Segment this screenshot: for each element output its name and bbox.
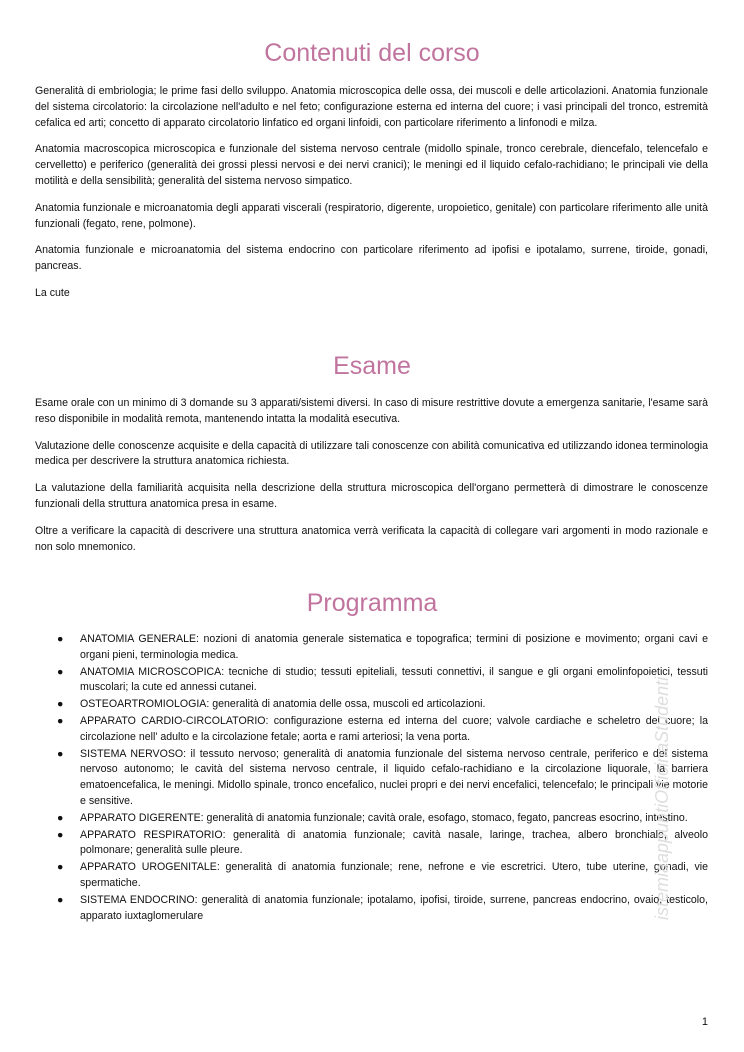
programma-item-text: APPARATO UROGENITALE: generalità di anatomia funzionale; rene, nefrone e vie escretrici. Utero, tube uterine, gonadi, vie spermatiche. (80, 861, 708, 889)
programma-body (35, 632, 708, 925)
programma-item-text: SISTEMA ENDOCRINO: generalità di anatomia funzionale; ipotalamo, ipofisi, tiroide, surrene, pancreas endocrino, ovaio, testicolo, apparato iuxtaglomerulare (80, 893, 708, 922)
programma-item-text: APPARATO RESPIRATORIO: generalità di anatomia funzionale; cavità nasale, laringe, trachea, albero bronchiale, alveolo polmonare; generalità sulle pleure. (80, 828, 708, 857)
programma-list-item (35, 747, 708, 810)
esame-paragraph: Valutazione delle conoscenze acquisite e della capacità di utilizzare tali conoscenze con abilità comunicativa ed utilizzando idonea terminologia medica per descrivere la struttura anatomica richiesta. (35, 439, 708, 468)
page-number: 1 (701, 1016, 708, 1028)
esame-paragraph: La valutazione della familiarità acquisita nella descrizione della struttura microscopica dell'organo permetterà di dimostrare le conoscenze funzionali della struttura anatomica presa in esame. (35, 482, 708, 510)
bullet: ● (57, 633, 64, 645)
bullet: ● (57, 861, 64, 874)
bullet: ● (57, 665, 64, 678)
programma-item-text: APPARATO CARDIO-CIRCOLATORIO: configurazione esterna ed interna del cuore; valvole cardiache e scheletro del cuore; la circolazione nell' adulto e la circolazione fetale; aorta e rami arteriosi; la vena porta. (80, 714, 708, 743)
bullet: ● (57, 714, 64, 727)
programma-list-item (35, 697, 708, 713)
esame-paragraph: Esame orale con un minimo di 3 domande su 3 apparati/sistemi diversi. In caso di misure restrittive dovute a emergenza sanitarie, l'esame sarà reso disponibile in modalità remota, mantenendo intatta la modalità esecutiva. (35, 397, 708, 425)
bullet: ● (57, 811, 64, 824)
contenuti-paragraph: La cute (35, 286, 70, 299)
programma-item-text: OSTEOARTROMIOLOGIA: generalità di anatomia delle ossa, muscoli ed articolazioni. (80, 698, 486, 711)
programma-list-item (35, 860, 708, 892)
programma-list (35, 632, 708, 924)
programma-item-text: ANATOMIA GENERALE: nozioni di anatomia generale sistematica e topografica; termini di posizione e movimento; organi cavi e organi pieni, terminologia medica. (80, 633, 708, 661)
esame-body (35, 396, 708, 566)
programma-item-text: SISTEMA NERVOSO: il tessuto nervoso; generalità di anatomia funzionale del sistema nervoso centrale, periferico e del sistema nervoso autonomo; le cavità del sistema nervoso centrale, il liquido cefalo-rachidiano e la circolazione liquorale, la barriera ematoencefalica, le meningi. Midollo spinale, tronco encefalico, nuclei propri e dei nervi encefalici, telencefalo; le principali vie motorie e sensitive. (80, 747, 708, 807)
programma-item-text: ANATOMIA MICROSCOPICA: tecniche di studio; tessuti epiteliali, tessuti connettivi, il sangue e gli organi emolinfopoietici, tessuti muscolari; la cute ed annessi cutanei. (80, 665, 708, 694)
bullet: ● (57, 828, 64, 841)
watermark-text: istemiaappuntiOfficinaStudenti (652, 676, 672, 920)
programma-list-item (35, 632, 708, 664)
esame-title: Esame (333, 352, 411, 380)
programma-item-text: APPARATO DIGERENTE: generalità di anatomia funzionale; cavità orale, esofago, stomaco, fegato, pancreas esocrino, intestino. (80, 811, 688, 824)
programma-list-item (35, 893, 708, 925)
programma-list-item (35, 714, 708, 746)
contenuti-title: Contenuti del corso (264, 39, 480, 67)
bullet: ● (57, 893, 64, 906)
contenuti-paragraph: Anatomia macroscopica microscopica e funzionale del sistema nervoso centrale (midollo spinale, tronco cerebrale, diencefalo, telencefalo e cervelletto) e periferico (generalità dei grossi plessi nervosi e dei nervi cranici); le meningi ed il liquido cefalo-rachidiano; le principali vie della motilità e della sensibilità; generalità del sistema nervoso simpatico. (35, 143, 708, 187)
bullet: ● (57, 698, 64, 711)
esame-paragraph: Oltre a verificare la capacità di descrivere una struttura anatomica verrà verificata la capacità di collegare vari argomenti in modo razionale e non solo mnemonico. (35, 524, 708, 553)
programma-list-item (35, 828, 708, 860)
programma-list-item (35, 665, 708, 697)
contenuti-body (35, 84, 708, 313)
contenuti-paragraph: Anatomia funzionale e microanatomia degli apparati viscerali (respiratorio, digerente, uropoietico, genitale) con particolare riferimento alle unità funzionali (fegato, rene, polmone). (35, 201, 708, 230)
programma-list-item (35, 811, 708, 827)
contenuti-paragraph: Anatomia funzionale e microanatomia del sistema endocrino con particolare riferimento ad ipofisi e ipotalamo, surrene, tiroide, gonadi, pancreas. (35, 244, 708, 273)
programma-title: Programma (306, 589, 438, 617)
contenuti-paragraph: Generalità di embriologia; le prime fasi dello sviluppo. Anatomia microscopica delle ossa, dei muscoli e delle articolazioni. Anatomia funzionale del sistema circolatorio: la circolazione nell'adulto e nel feto; configurazione esterna ed interna del cuore; i vasi principali del tronco, estremità cefalica ed arti; concetto di apparato circolatorio linfatico ed organi linfoidi, con particolare riferimento a linfonodi e milza. (35, 85, 708, 129)
bullet: ● (57, 747, 64, 760)
